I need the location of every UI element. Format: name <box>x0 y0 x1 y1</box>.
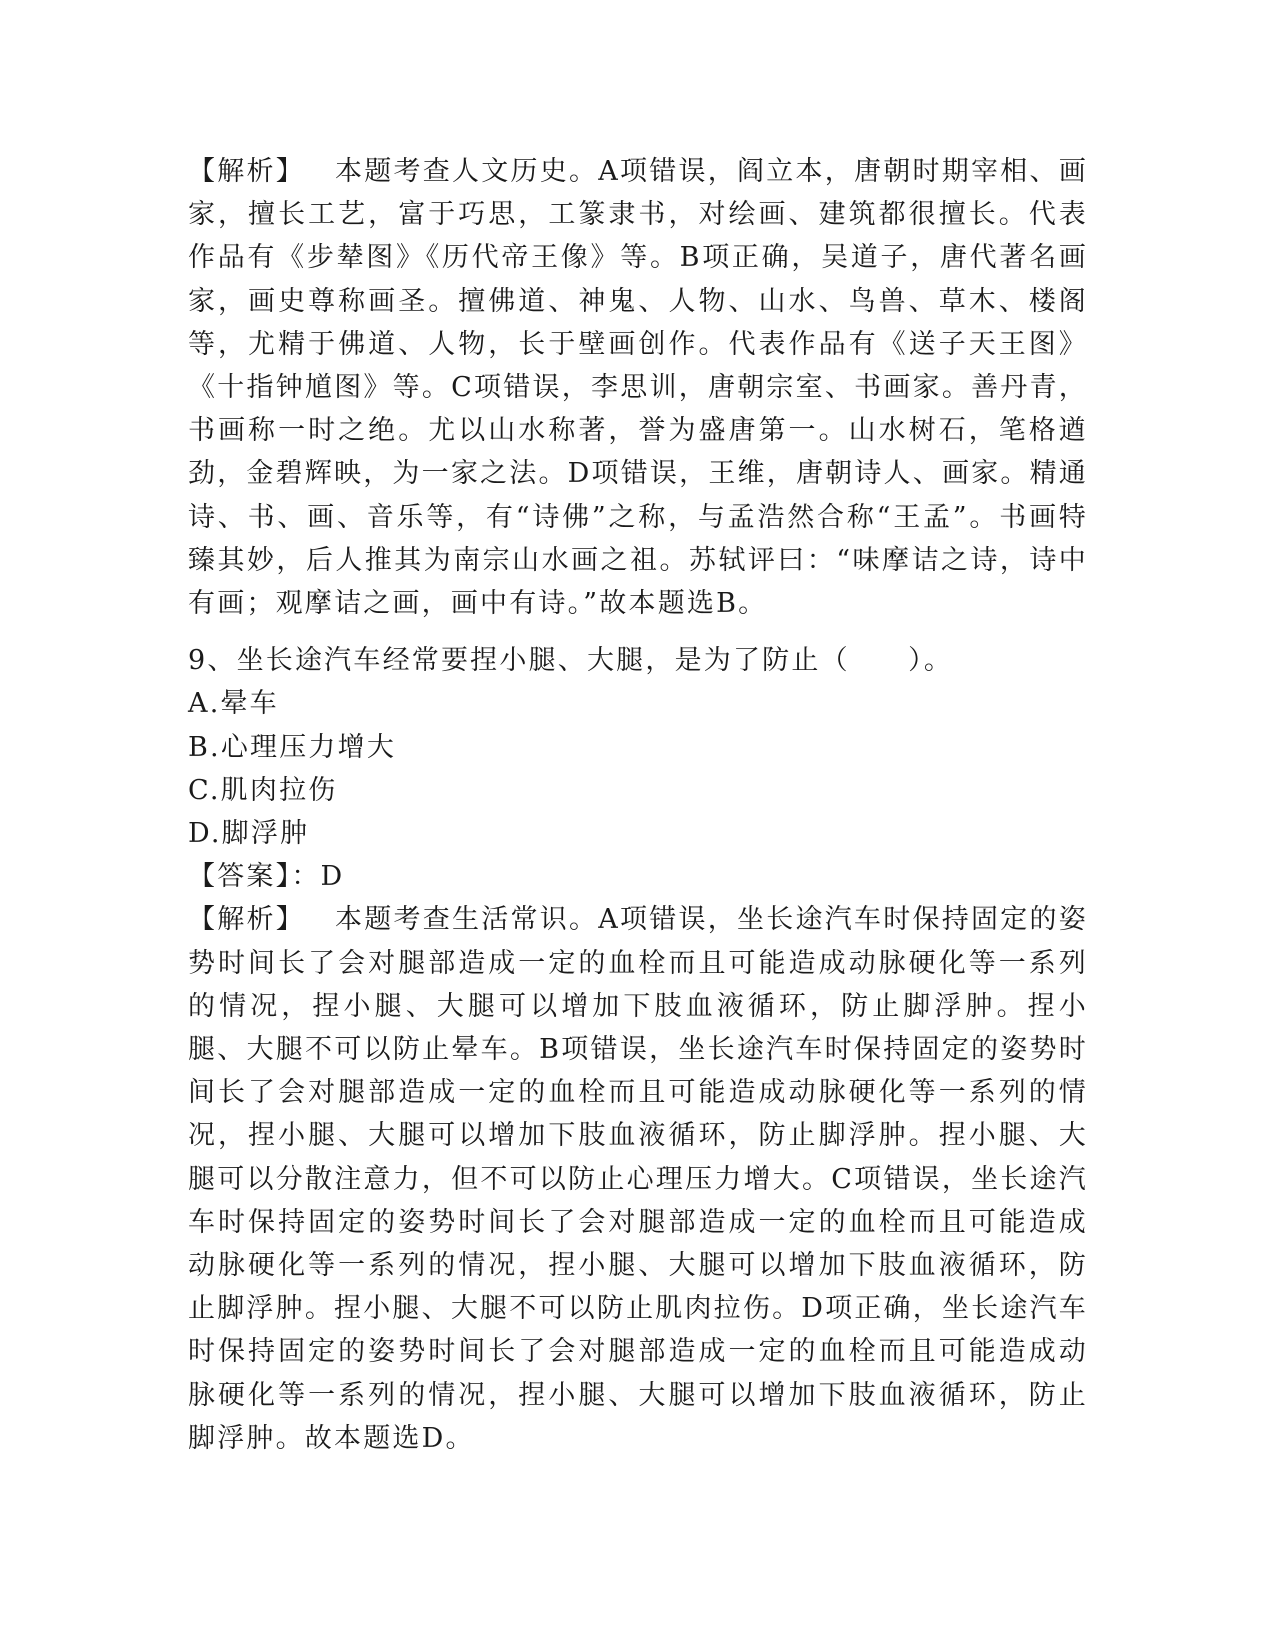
option-d: D.脚浮肿 <box>188 818 310 850</box>
explanation-label: 【解析】 <box>188 156 305 187</box>
document-body <box>188 150 1088 1460</box>
answer-line <box>188 855 1088 898</box>
option-c: C.肌肉拉伤 <box>188 774 338 806</box>
explanation-label: 【解析】 <box>188 904 305 936</box>
option-b: B.心理压力增大 <box>188 731 397 763</box>
explanation-q8 <box>188 150 1088 625</box>
answer-label: 【答案】 <box>188 861 292 893</box>
explanation-text: 本题考查生活常识。A项错误，坐长途汽车时保持固定的姿势时间长了会对腿部造成一定的血栓而且可能造成动脉硬化等一系列的情况，捏小腿、大腿可以增加下肢血液循环，防止脚浮肿。捏小腿、大腿不可以防止晕车。B项错误，坐长途汽车时保持固定的姿势时间长了会对腿部造成一定的血栓而且可能造成动脉硬化等一系列的情况，捏小腿、大腿可以增加下肢血液循环，防止脚浮肿。捏小腿、大腿可以分散注意力，但不可以防止心理压力增大。C项错误，坐长途汽车时保持固定的姿势时间长了会对腿部造成一定的血栓而且可能造成动脉硬化等一系列的情况，捏小腿、大腿可以增加下肢血液循环，防止脚浮肿。捏小腿、大腿不可以防止肌肉拉伤。D项正确，坐长途汽车时保持固定的姿势时间长了会对腿部造成一定的血栓而且可能造成动脉硬化等一系列的情况，捏小腿、大腿可以增加下肢血液循环，防止脚浮肿。故本题选D。 <box>188 904 1088 1454</box>
question-stem: 9、坐长途汽车经常要捏小腿、大腿，是为了防止（ ）。 <box>188 645 954 677</box>
explanation-text: 本题考查人文历史。A项错误，阎立本，唐朝时期宰相、画家，擅长工艺，富于巧思，工篆隶书，对绘画、建筑都很擅长。代表作品有《步辇图》《历代帝王像》等。B项正确，吴道子，唐代著名画家，画史尊称画圣。擅佛道、神鬼、人物、山水、鸟兽、草木、楼阁等，尤精于佛道、人物，长于壁画创作。代表作品有《送子天王图》《十指钟馗图》等。C项错误，李思训，唐朝宗室、书画家。善丹青，书画称一时之绝。尤以山水称著，誉为盛唐第一。山水树石，笔格遒劲，金碧辉映，为一家之法。D项错误，王维，唐朝诗人、画家。精通诗、书、画、音乐等，有“诗佛”之称，与孟浩然合称“王孟”。书画特臻其妙，后人推其为南宗山水画之祖。苏轼评曰：“味摩诘之诗，诗中有画；观摩诘之画，画中有诗。”故本题选B。 <box>188 156 1088 620</box>
section-gap <box>188 625 1088 639</box>
option-a: A.晕车 <box>188 688 279 720</box>
answer-value: ：D <box>291 861 345 893</box>
explanation-q9 <box>188 898 1088 1460</box>
